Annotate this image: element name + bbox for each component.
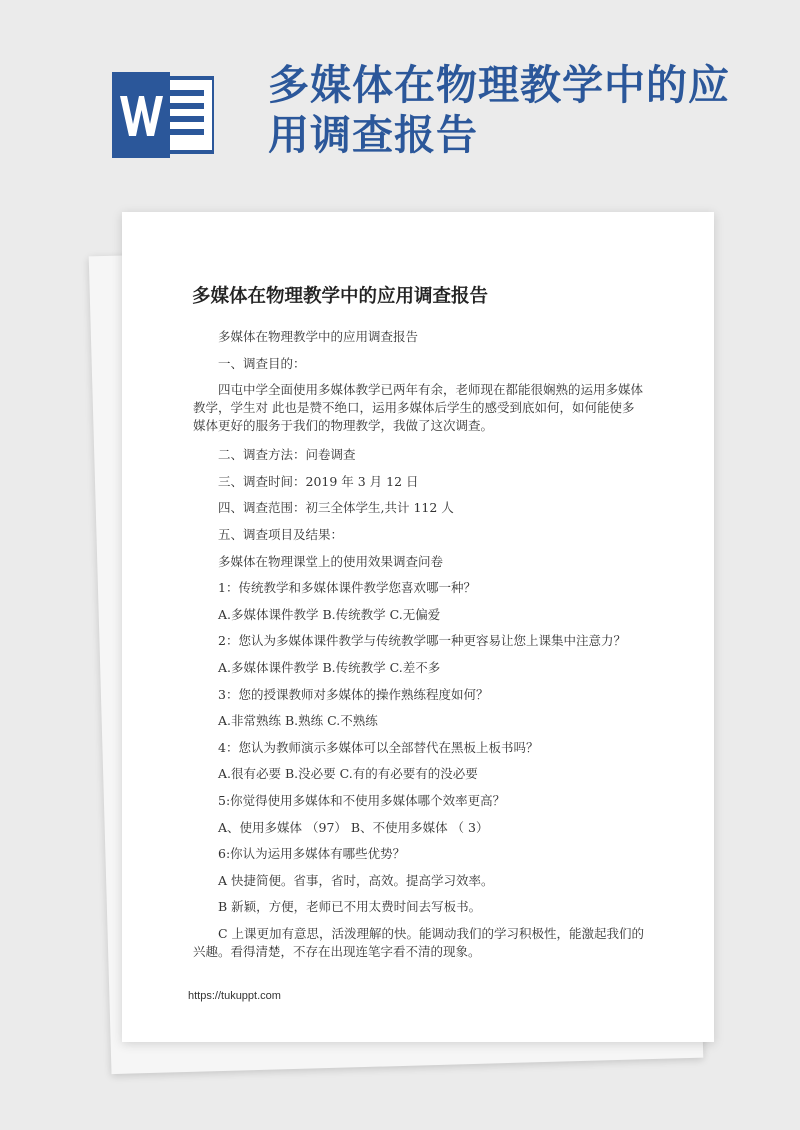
question-line: 4：您认为教师演示多媒体可以全部替代在黑板上板书吗？ — [218, 739, 539, 755]
question-line: 6:你认为运用多媒体有哪些优势？ — [218, 846, 406, 862]
question-line: 2：您认为多媒体课件教学与传统教学哪一种更容易让您上课集中注意力？ — [218, 633, 626, 649]
answer-line: A.非常熟练 B.熟练 C.不熟练 — [218, 713, 378, 729]
purpose-paragraph: 四屯中学全面使用多媒体教学已两年有余，老师现在都能很娴熟的运用多媒体教学，学生对 此也是赞不绝口，运用多媒体后学生的感受到底如何，如何能使多媒体更好的服务于我们的物理教学，我做了这次调查。 — [193, 382, 644, 434]
document-body — [193, 324, 648, 968]
word-document-icon — [112, 72, 214, 158]
section-heading: 一、调查目的： — [218, 355, 306, 371]
document-title: 多媒体在物理教学中的应用调查报告 — [192, 286, 489, 307]
question-line: 1：传统教学和多媒体课件教学您喜欢哪一种？ — [218, 580, 476, 596]
question-line: 3：您的授课教师对多媒体的操作熟练程度如何？ — [218, 686, 489, 702]
footer-link[interactable]: https://tukuppt.com — [188, 990, 281, 1002]
answer-paragraph: C 上课更加有意思，活泼理解的快。能调动我们的学习积极性，能激起我们的兴趣。看得清楚，不存在出现连笔字看不清的现象。 — [193, 925, 645, 959]
text-line: 多媒体在物理教学中的应用调查报告 — [218, 329, 419, 344]
text-line: 二、调查方法：问卷调查 — [218, 447, 356, 463]
answer-line: A 快捷简便。省事，省时，高效。提高学习效率。 — [218, 872, 494, 888]
text-line: 三、调查时间：2019 年 3 月 12 日 — [218, 473, 419, 489]
answer-line: A.很有必要 B.没必要 C.有的有必要有的没必要 — [218, 766, 478, 782]
question-line: 5:你觉得使用多媒体和不使用多媒体哪个效率更高？ — [218, 792, 506, 808]
section-heading: 五、调查项目及结果： — [218, 526, 344, 542]
document-page — [122, 212, 714, 1042]
answer-line: A.多媒体课件教学 B.传统教学 C.无偏爱 — [218, 606, 441, 622]
page-header — [0, 0, 800, 200]
text-line: 多媒体在物理课堂上的使用效果调查问卷 — [218, 553, 444, 569]
answer-line: B 新颖，方便，老师已不用太费时间去写板书。 — [218, 899, 482, 915]
text-line: 四、调查范围：初三全体学生,共计 112 人 — [218, 500, 454, 516]
answer-line: A、使用多媒体 （97） B、不使用多媒体 （ 3） — [218, 819, 489, 835]
header-title: 多媒体在物理教学中的应用调查报告 — [268, 61, 730, 159]
answer-line: A.多媒体课件教学 B.传统教学 C.差不多 — [218, 659, 441, 675]
